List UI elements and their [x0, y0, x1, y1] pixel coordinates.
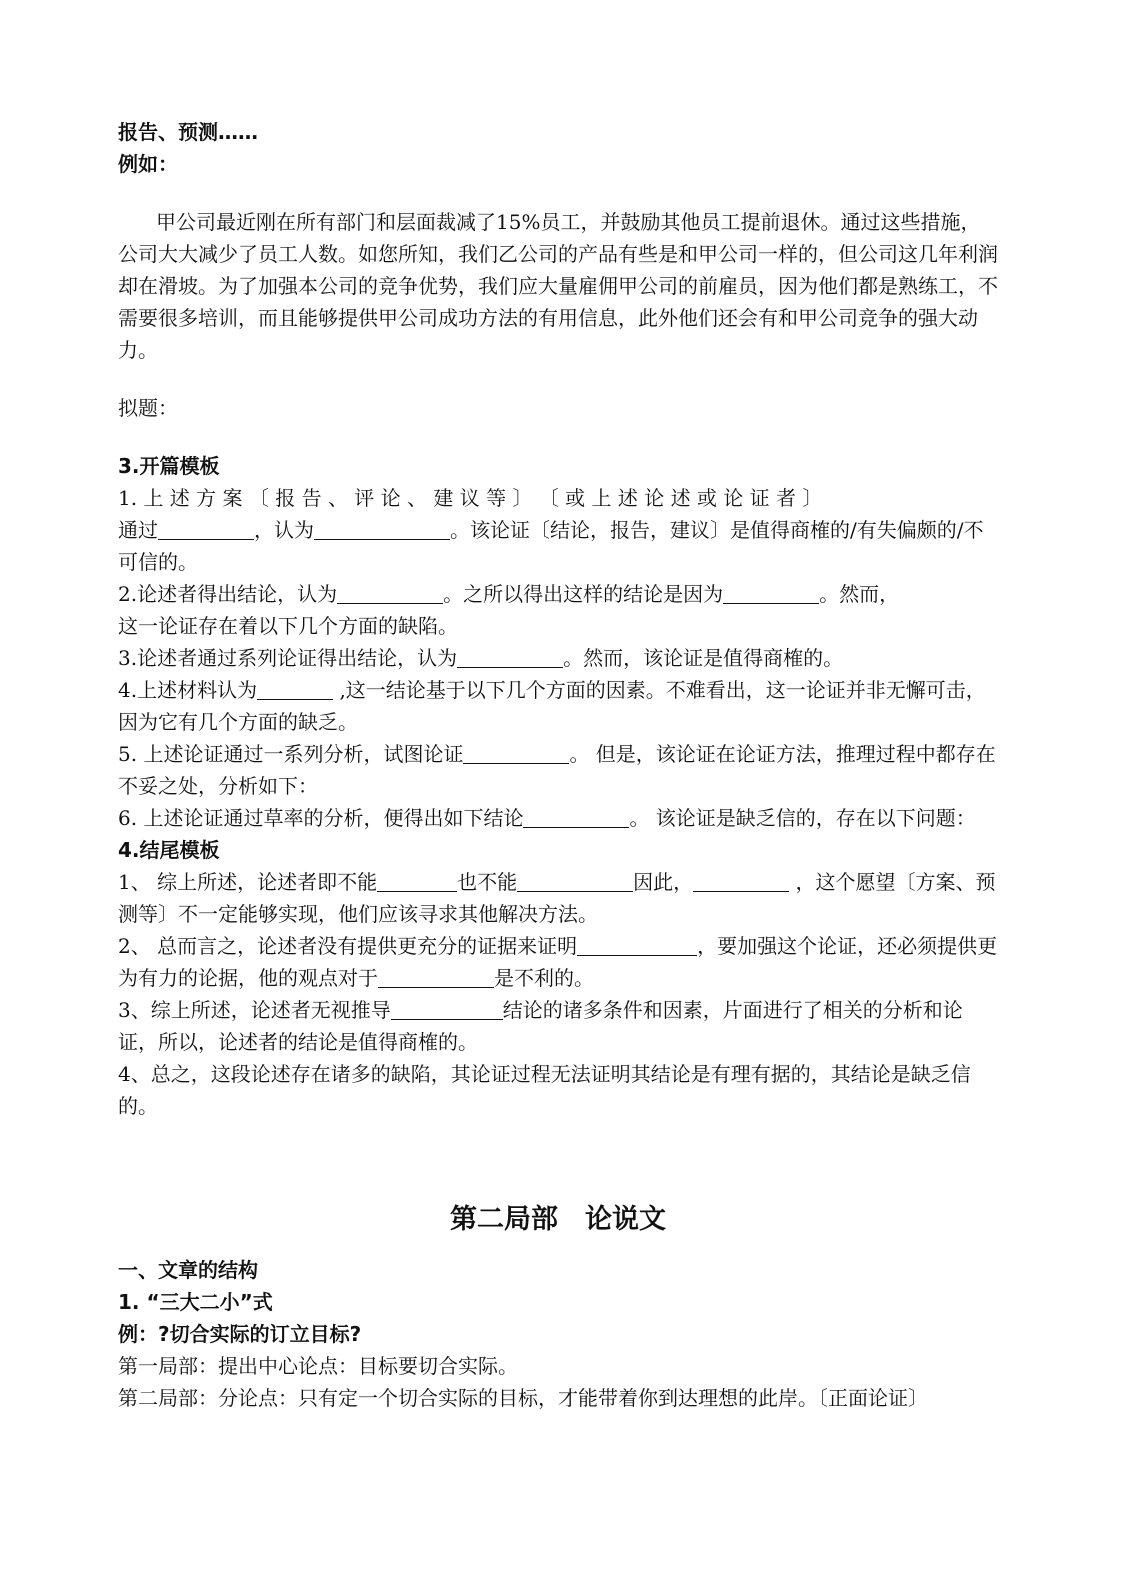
opening-item-2-text-a: 2.论述者得出结论，认为 [118, 582, 338, 606]
ending-item-2 [118, 930, 998, 994]
opening-item-1 [118, 482, 998, 578]
opening-item-1-line1: 1. 上 述 方 案 〔 报 告 、 评 论 、 建 议 等 〕 〔 或 上 述 论 述 或 论 证 者 〕 [118, 486, 823, 510]
spacer [118, 1122, 998, 1200]
ending-item-2-text-c: 是不利的。 [494, 966, 594, 990]
ending-item-1-text-a: 1、 综上所述，论述者即不能 [118, 870, 378, 894]
ending-item-1-text-c: 因此， [633, 870, 694, 894]
spacer [118, 424, 998, 450]
fill-blank[interactable] [693, 869, 789, 892]
document-page [118, 116, 998, 1414]
opening-item-5-text-b: 。 但是，该论证在论证方法，推理过程中都存在不妥之处，分析如下： [118, 742, 996, 798]
fill-blank[interactable] [391, 997, 503, 1020]
opening-item-1-text-d: 。该论证〔结论，报告，建议〕是值得商榷的/有失偏颇的/不可信的。 [118, 518, 984, 574]
niti-label: 拟题： [118, 396, 178, 420]
opening-item-3 [118, 642, 998, 674]
example-paragraph: 甲公司最近刚在所有部门和层面裁减了15%员工，并鼓励其他员工提前退休。通过这些措施，公司大大减少了员工人数。如您所知，我们乙公司的产品有些是和甲公司一样的，但公司这几年利润却在滑坡。为了加强本公司的竞争优势，我们应大量雇佣甲公司的前雇员，因为他们都是熟练工，不需要很多培训，而且能够提供甲公司成功方法的有用信息，此外他们还会有和甲公司竞争的强大动力。 [118, 210, 998, 362]
spacer [118, 1240, 998, 1254]
part2-section-heading: 一、文章的结构 [118, 1258, 258, 1282]
ending-item-1-text-b: 也不能 [457, 870, 518, 894]
fill-blank[interactable] [377, 869, 457, 892]
fill-blank[interactable] [457, 645, 563, 668]
part2-subheading: 1. “三大二小”式 [118, 1290, 273, 1314]
opening-item-4-text-a: 4.上述材料认为 [118, 678, 258, 702]
ending-item-4: 4、总之，这段论述存在诸多的缺陷，其论证过程无法证明其结论是有理有据的，其结论是缺乏信的。 [118, 1062, 971, 1118]
part2-line-2: 第二局部：分论点：只有定一个切合实际的目标，才能带着你到达理想的此岸。〔正面论证〕 [118, 1386, 928, 1410]
ending-item-1 [118, 866, 998, 930]
opening-item-3-text-a: 3.论述者通过系列论证得出结论，认为 [118, 646, 458, 670]
opening-item-1-text-c: ，认为 [254, 518, 314, 542]
ending-template-heading: 4.结尾模板 [118, 838, 220, 862]
ending-item-2-text-a: 2、 总而言之，论述者没有提供更充分的证据来证明 [118, 934, 578, 958]
opening-item-2-text-d: 这一论证存在着以下几个方面的缺陷。 [118, 614, 458, 638]
opening-item-6 [118, 802, 998, 834]
fill-blank[interactable] [523, 805, 629, 828]
opening-item-5 [118, 738, 998, 802]
fill-blank[interactable] [577, 933, 697, 956]
opening-item-4 [118, 674, 998, 738]
intro-line-2: 例如： [118, 152, 178, 176]
opening-item-6-text-a: 6. 上述论证通过草率的分析，便得出如下结论 [118, 806, 524, 830]
opening-template-heading: 3.开篇模板 [118, 454, 220, 478]
opening-item-6-text-b: 。 该论证是缺乏信的，存在以下问题： [629, 806, 976, 830]
ending-item-3-text-b: 结论的诸多条件和因素，片面进行了相关的分析和论证，所以，论述者的结论是值得商榷的。 [118, 998, 963, 1054]
fill-blank[interactable] [337, 581, 443, 604]
spacer [118, 180, 998, 206]
part2-example-title: 例：?切合实际的订立目标? [118, 1322, 362, 1346]
opening-item-2 [118, 578, 998, 642]
intro-line-1: 报告、预测…… [118, 120, 258, 144]
fill-blank[interactable] [158, 517, 254, 540]
opening-item-2-text-c: 。然而， [819, 582, 900, 606]
ending-item-1-text-d: ，这个愿望〔方案、预测等〕不一定能够实现，他们应该寻求其他解决方法。 [118, 870, 996, 926]
fill-blank[interactable] [463, 741, 569, 764]
opening-item-4-text-b: ,这一结论基于以下几个方面的因素。不难看出，这一论证并非无懈可击，因为它有几个方面的缺乏。 [118, 678, 986, 734]
ending-item-2-text-b: ，要加强这个论证，还必须提供更为有力的论据，他的观点对于 [118, 934, 998, 990]
ending-item-3 [118, 994, 998, 1058]
spacer [118, 366, 998, 392]
opening-item-2-text-b: 。之所以得出这样的结论是因为 [443, 582, 724, 606]
fill-blank[interactable] [314, 517, 450, 540]
opening-item-3-text-b: 。然而，该论证是值得商榷的。 [563, 646, 844, 670]
part2-title: 第二局部 论说文 [450, 1204, 666, 1235]
ending-item-3-text-a: 3、综上所述，论述者无视推导 [118, 998, 391, 1022]
fill-blank[interactable] [257, 677, 333, 700]
fill-blank[interactable] [517, 869, 633, 892]
part2-line-1: 第一局部：提出中心论点：目标要切合实际。 [118, 1354, 518, 1378]
opening-item-1-text-b: 通过 [118, 518, 158, 542]
fill-blank[interactable] [378, 965, 494, 988]
fill-blank[interactable] [723, 581, 819, 604]
opening-item-5-text-a: 5. 上述论证通过一系列分析，试图论证 [118, 742, 464, 766]
